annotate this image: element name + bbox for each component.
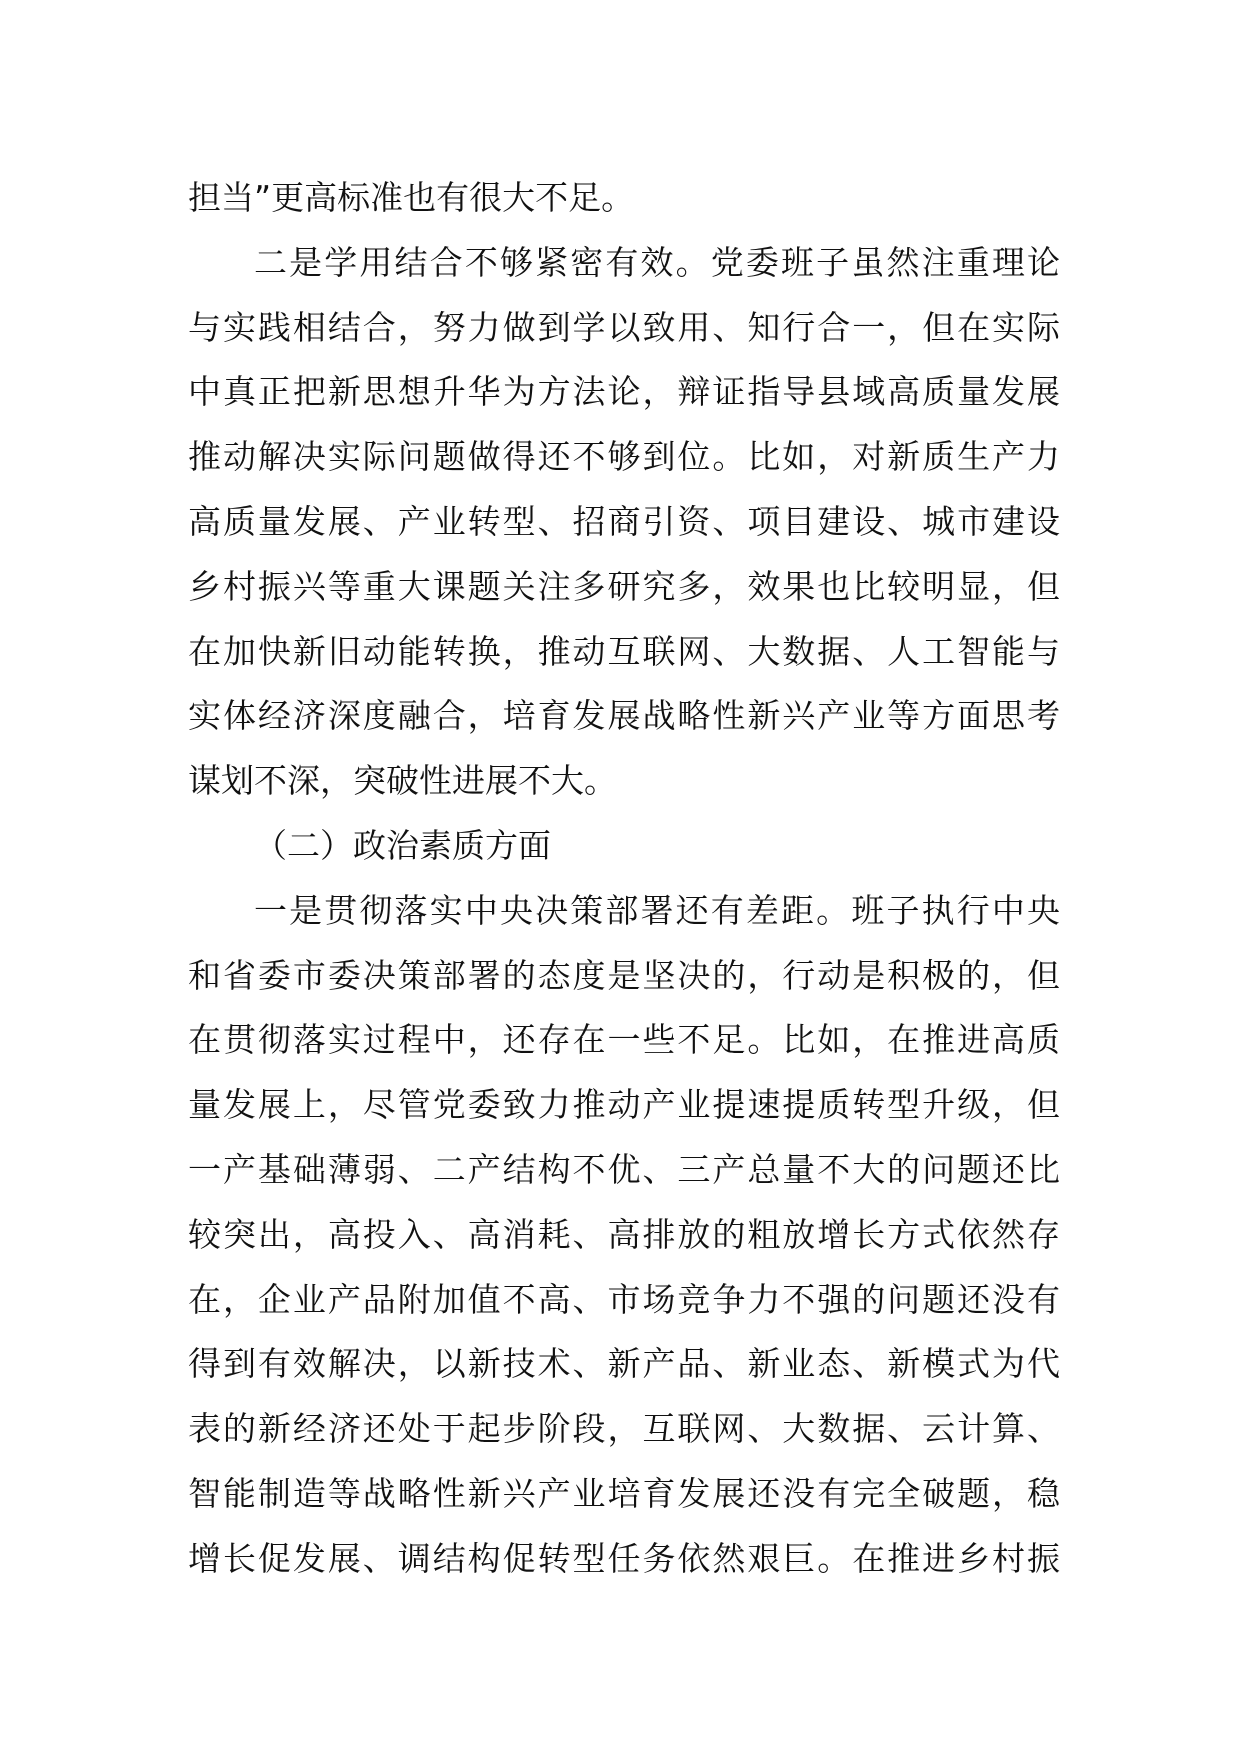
section-heading-text: （二）政治素质方面 bbox=[254, 825, 551, 865]
paragraph-line: 与实践相结合，努力做到学以致用、知行合一，但在实际 bbox=[188, 307, 1060, 347]
paragraph-line: 一是贯彻落实中央决策部署还有差距。班子执行中央 bbox=[254, 890, 1060, 930]
paragraph-line: 乡村振兴等重大课题关注多研究多，效果也比较明显，但 bbox=[188, 566, 1060, 606]
document-body bbox=[188, 166, 1060, 1592]
paragraph-line: 谋划不深，突破性进展不大。 bbox=[188, 761, 617, 801]
section-heading bbox=[188, 814, 1060, 879]
paragraph-line: 表的新经济还处于起步阶段，互联网、大数据、云计算、 bbox=[188, 1409, 1060, 1449]
paragraph-line: 在贯彻落实过程中，还存在一些不足。比如，在推进高质 bbox=[188, 1020, 1060, 1060]
paragraph-line: 较突出，高投入、高消耗、高排放的粗放增长方式依然存 bbox=[188, 1214, 1060, 1254]
paragraph-line: 二是学用结合不够紧密有效。党委班子虽然注重理论 bbox=[254, 242, 1060, 282]
paragraph-line: 推动解决实际问题做得还不够到位。比如，对新质生产力 bbox=[188, 437, 1060, 477]
paragraph-line: 在加快新旧动能转换，推动互联网、大数据、人工智能与 bbox=[188, 631, 1060, 671]
paragraph-line: 中真正把新思想升华为方法论，辩证指导县域高质量发展 bbox=[188, 372, 1060, 412]
paragraph-line: 一产基础薄弱、二产结构不优、三产总量不大的问题还比 bbox=[188, 1149, 1060, 1189]
paragraph-line: 增长促发展、调结构促转型任务依然艰巨。在推进乡村振 bbox=[188, 1538, 1060, 1578]
paragraph-line: 智能制造等战略性新兴产业培育发展还没有完全破题，稳 bbox=[188, 1473, 1060, 1513]
paragraph-line: 实体经济深度融合，培育发展战略性新兴产业等方面思考 bbox=[188, 696, 1060, 736]
paragraph-line: 和省委市委决策部署的态度是坚决的，行动是积极的，但 bbox=[188, 955, 1060, 995]
paragraph-line: 得到有效解决，以新技术、新产品、新业态、新模式为代 bbox=[188, 1344, 1060, 1384]
paragraph-line: 在，企业产品附加值不高、市场竞争力不强的问题还没有 bbox=[188, 1279, 1060, 1319]
paragraph-line: 量发展上，尽管党委致力推动产业提速提质转型升级，但 bbox=[188, 1085, 1060, 1125]
paragraph-line: 高质量发展、产业转型、招商引资、项目建设、城市建设 bbox=[188, 501, 1060, 541]
paragraph-line: 担当”更高标准也有很大不足。 bbox=[188, 178, 635, 217]
